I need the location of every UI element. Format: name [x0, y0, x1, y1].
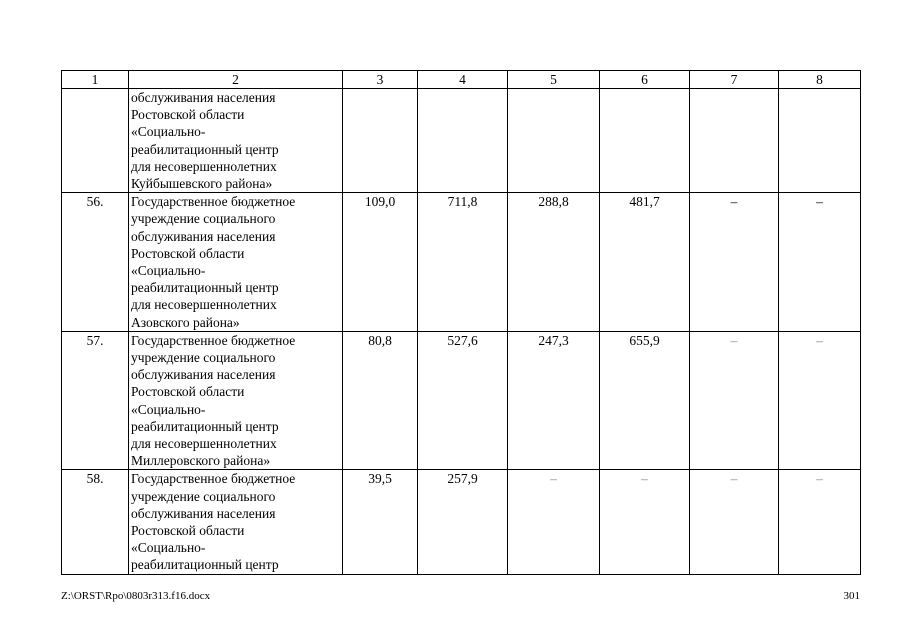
- value-col-5: 247,3: [508, 331, 600, 470]
- desc-line: Ростовской области: [131, 245, 245, 261]
- desc-line: учреждение социального: [131, 488, 276, 504]
- institution-name: [129, 331, 343, 470]
- desc-line: Миллеровского района»: [131, 453, 271, 469]
- value-col-8: [779, 89, 861, 193]
- value-col-7: –: [690, 331, 779, 470]
- table-row: [62, 193, 861, 332]
- column-header: 6: [600, 71, 690, 89]
- value-col-8: –: [779, 470, 861, 574]
- desc-line: Ростовской области: [131, 107, 245, 123]
- desc-line: для несовершеннолетних: [131, 158, 277, 174]
- desc-line: «Социально-: [131, 540, 206, 556]
- value-col-3: [343, 89, 418, 193]
- desc-line: «Социально-: [131, 263, 206, 279]
- value-col-6: –: [600, 470, 690, 574]
- value-col-3: 109,0: [343, 193, 418, 332]
- desc-line: Государственное бюджетное: [131, 471, 296, 487]
- desc-line: учреждение социального: [131, 211, 276, 227]
- value-col-3: 80,8: [343, 331, 418, 470]
- value-col-8: –: [779, 193, 861, 332]
- value-col-5: –: [508, 470, 600, 574]
- desc-line: обслуживания населения: [131, 228, 276, 244]
- desc-line: Куйбышевского района»: [131, 176, 273, 192]
- column-header: 1: [62, 71, 129, 89]
- table-row: [62, 470, 861, 574]
- row-number: [62, 89, 129, 193]
- institution-name: [129, 193, 343, 332]
- footer-file-path: Z:\ORST\Rpo\0803r313.f16.docx: [61, 590, 211, 602]
- value-col-7: [690, 89, 779, 193]
- value-col-4: 711,8: [418, 193, 508, 332]
- desc-line: Ростовской области: [131, 384, 245, 400]
- desc-line: «Социально-: [131, 124, 206, 140]
- institution-name: [129, 470, 343, 574]
- desc-line: обслуживания населения: [131, 367, 276, 383]
- table-row: [62, 89, 861, 193]
- desc-line: Азовского района»: [131, 314, 240, 330]
- row-number: 57.: [62, 331, 129, 470]
- value-col-6: [600, 89, 690, 193]
- value-col-6: 481,7: [600, 193, 690, 332]
- row-number: 56.: [62, 193, 129, 332]
- table-row: [62, 331, 861, 470]
- value-col-8: –: [779, 331, 861, 470]
- value-col-4: [418, 89, 508, 193]
- desc-line: реабилитационный центр: [131, 280, 279, 296]
- value-col-5: [508, 89, 600, 193]
- value-col-4: 257,9: [418, 470, 508, 574]
- column-header: 3: [343, 71, 418, 89]
- desc-line: обслуживания населения: [131, 505, 276, 521]
- desc-line: Ростовской области: [131, 523, 245, 539]
- desc-line: реабилитационный центр: [131, 141, 279, 157]
- desc-line: реабилитационный центр: [131, 418, 279, 434]
- desc-line: учреждение социального: [131, 350, 276, 366]
- column-header: 2: [129, 71, 343, 89]
- value-col-6: 655,9: [600, 331, 690, 470]
- desc-line: для несовершеннолетних: [131, 436, 277, 452]
- desc-line: Государственное бюджетное: [131, 194, 296, 210]
- desc-line: реабилитационный центр: [131, 557, 279, 573]
- budget-table: [61, 70, 861, 575]
- desc-line: для несовершеннолетних: [131, 297, 277, 313]
- institution-name: [129, 89, 343, 193]
- footer-page-number: 301: [843, 590, 860, 602]
- column-header: 7: [690, 71, 779, 89]
- column-header: 5: [508, 71, 600, 89]
- column-header: 4: [418, 71, 508, 89]
- value-col-7: –: [690, 470, 779, 574]
- desc-line: «Социально-: [131, 401, 206, 417]
- desc-line: Государственное бюджетное: [131, 332, 296, 348]
- desc-line: обслуживания населения: [131, 90, 276, 105]
- value-col-4: 527,6: [418, 331, 508, 470]
- value-col-7: –: [690, 193, 779, 332]
- header-row: [62, 71, 861, 89]
- row-number: 58.: [62, 470, 129, 574]
- value-col-5: 288,8: [508, 193, 600, 332]
- column-header: 8: [779, 71, 861, 89]
- value-col-3: 39,5: [343, 470, 418, 574]
